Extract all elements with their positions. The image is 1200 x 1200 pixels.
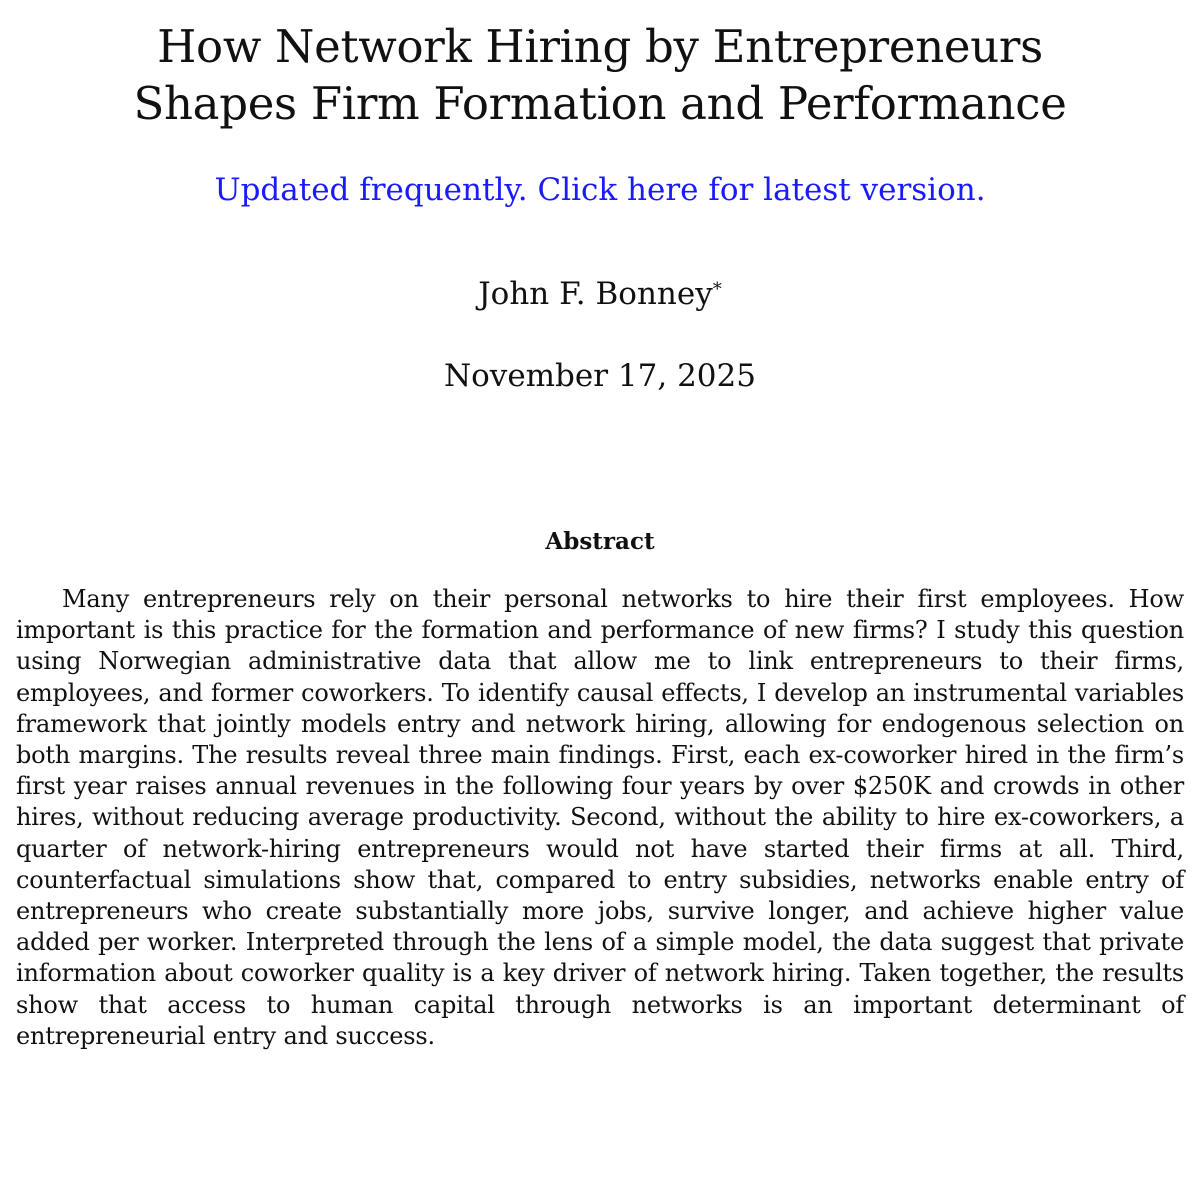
author-name: John F. Bonney	[478, 276, 713, 312]
author-line	[0, 274, 1200, 314]
paper-title-line-2: Shapes Firm Formation and Performance	[133, 77, 1067, 130]
abstract-body: Many entrepreneurs rely on their personal networks to hire their first employees. How important is this practice for the formation and performance of new firms? I study this question using Norwegian administrative data that allow me to link entrepreneurs to their firms, employees, and former coworkers. To identify causal effects, I develop an instrumental variables framework that jointly models entry and network hiring, allowing for endogenous selection on both margins. The results reveal three main findings. First, each ex-coworker hired in the firm’s first year raises annual revenues in the following four years by over $250K and crowds in other hires, without reducing average productivity. Second, without the ability to hire ex-coworkers, a quarter of network-hiring entrepreneurs would not have started their firms at all. Third, counterfactual simulations show that, compared to entry subsidies, networks enable entry of entrepreneurs who create substantially more jobs, survive longer, and achieve higher value added per worker. Interpreted through the lens of a simple model, the data suggest that private information about coworker quality is a key driver of network hiring. Taken together, the results show that access to human capital through networks is an important determinant of entrepreneurial entry and success.	[16, 585, 1184, 1050]
paper-title-line-1: How Network Hiring by Entrepreneurs	[157, 20, 1043, 73]
paper-title	[0, 18, 1200, 132]
latest-version-link[interactable]: Updated frequently. Click here for latest version.	[214, 172, 986, 208]
abstract-heading: Abstract	[545, 528, 655, 555]
author-footnote-mark: *	[712, 279, 722, 300]
paper-date: November 17, 2025	[444, 358, 756, 394]
